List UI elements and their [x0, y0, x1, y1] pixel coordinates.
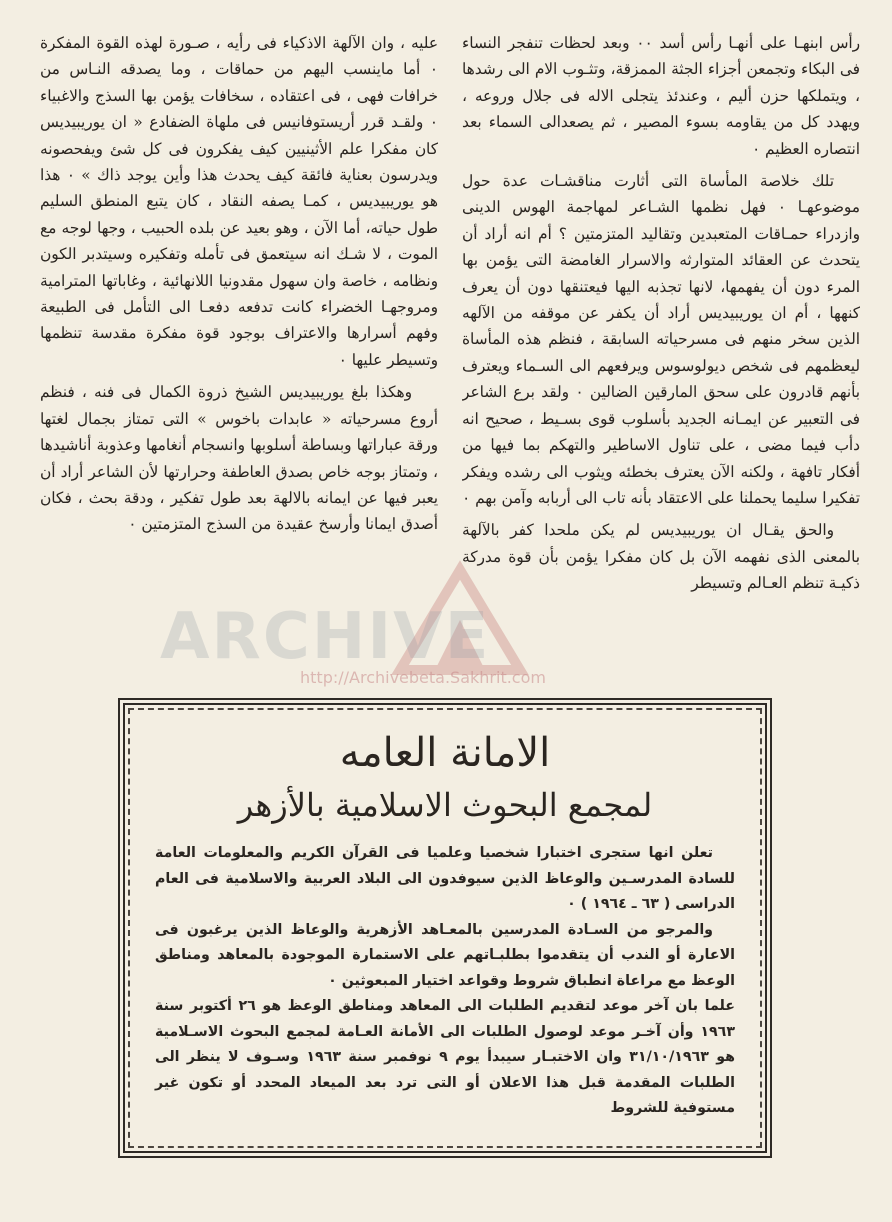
- watermark-text: ARCHIVE: [160, 600, 491, 674]
- announcement-paragraph: علما بان آخر موعد لتقديم الطلبات الى المعاهد ومناطق الوعظ هو ٢٦ أكتوبر سنة ١٩٦٣ وأن آخـر موعد لوصول الطلبات الى الأمانة العـامة لمجمع البحوث الاسـلامية هو ٣١/١٠/١٩٦٣ وان الاختبـار سيبدأ يوم ٩ نوفمبر سنة ١٩٦٣ وسـوف لا ينظر الى الطلبات المقدمة قبل هذا الاعلان أو التى ترد بعد الميعاد المحدد أو تكون غير مستوفية للشروط: [155, 998, 735, 1116]
- article-paragraph: وهكذا بلغ يوريبيديس الشيخ ذروة الكمال فى فنه ، فنظم أروع مسرحياته « عابدات باخوس » التى تمتاز بجمال لغتها ورقة عباراتها وبساطة أسلوبها وانسجام أنغامها وعذوبة أناشيدها ، وتمتاز بوجه خاص بصدق العاطفة وحرارتها لأن الشاعر أراد أن يعبر فيها عن ايمانه بالالهة بعد طول تفكير ، ودقة بحث ، فكان أصدق ايمانا وأرسخ عقيدة من السذج المتزمتين ٠: [40, 383, 438, 534]
- announcement-box: [118, 698, 772, 1158]
- article-paragraph: تلك خلاصة المأساة التى أثارت مناقشـات عدة حول موضوعهـا ٠ فهل نظمها الشـاعر لمهاجمة الهوس الدينى وازدراء حمـاقات المتعبدين وتقاليد المتزمتين ؟ أم انه أراد أن يتحدث عن العقائد المتوارثه والاسرار الغامضة التى يؤمن بها المرء دون أن يفهمها، لانها تجذبه اليها فيعتنقها دون أن يعرف كنهها ، أم ان يوريبيديس أراد أن يكفر عن موقفه من الآلهه الذين سخر منهم فى مسرحياته السابقة ، فنظم هذه المأساة ليعظمهم فى شخص ديولوسوس ويرفعهم الى السـماء ويعترف بأنهم قادرون على سحق المارقين الضالين ٠ ولقد برع الشاعر فى التعبير عن ايمـانه الجديد بأسلوب قوى بسـيط ، صحيح انه دأب فيما مضى ، على تناول الاساطير والتهكم بما فيها من أفكار تافهة ، ولكنه الآن يعترف بخطئه ويثوب الى رشده ويفكر تفكيرا سليما يحملنا على الاعتقاد بأنه تاب الى أربابه وآمن بهم ٠: [462, 172, 860, 507]
- article-paragraph: عليه ، وان الآلهة الاذكياء فى رأيه ، صـورة لهذه القوة المفكرة ٠ أما ماينسب اليهم من حماقات ، وما يصدقه النـاس من خرافات فهى ، فى اعتقاده ، سخافات يؤمن بها السذج والاغبياء ٠ ولقـد قرر أريستوفانيس فى ملهاة الضفادع « ان يوريبيديس كان مفكرا علم الأثينيين كيف يفكرون فى كل شئ ويفحصونه ويدرسون بعناية فائقة كيف يحدث هذا وأين يوجد ذاك » ٠ هذا هو يوريبيديس ، كمـا يصفه النقاد ، كان يتبع المنطق السليم طول حياته، أما الآن ، وهو بعيد عن بلده الحبيب ، وجها لوجه مع الموت ، لا شـك انه سيتعمق فى تأمله وتفكيره وسيتدبر الكون ونظامه ، خاصة وان سهول مقدونيا اللانهائية ، وغاباتها المترامية ومروجهـا الخضراء كانت تدفعه دفعـا الى التأمل فى الطبيعة وفهم أسرارها والاعتراف بوجود قوة مفكرة مقدسة تنظمها وتسيطر عليها ٠: [40, 34, 438, 369]
- announcement-body: [155, 841, 735, 1122]
- announcement-subtitle: لمجمع البحوث الاسلامية بالأزهر: [237, 786, 653, 824]
- announcement-paragraph: والمرجو من السـادة المدرسين بالمعـاهد الأزهرية والوعاظ الذين يرغبون فى الاعارة أو الندب أن يتقدموا بطلبـاتهم على الاستمارة الموجودة بالمعاهد ومناطق الوعظ مع مراعاة انطباق شروط وقواعد اختيار المبعوثين ٠: [155, 921, 735, 989]
- announcement-paragraph: تعلن انها ستجرى اختبارا شخصيا وعلميا فى القرآن الكريم والمعلومات العامة للسادة المدرسـين والوعاظ الذين سيوفدون الى البلاد العربية والاسلامية فى العام الدراسى ( ٦٣ ـ ١٩٦٤ ) ٠: [155, 845, 735, 912]
- article-paragraph: والحق يقـال ان يوريبيديس لم يكن ملحدا كفر بالآلهة بالمعنى الذى نفهمه الآن بل كان مفكرا يؤمن بأن قوة مدركة ذكيـة تنظم العـالم وتسيطر: [462, 521, 860, 593]
- article-right-column: [462, 30, 860, 695]
- announcement-title: الامانة العامه: [339, 730, 551, 776]
- article-left-column: [40, 30, 438, 695]
- article-columns: [40, 30, 860, 695]
- watermark-url: http://Archivebeta.Sakhrit.com: [300, 668, 546, 687]
- article-paragraph: رأس ابنهـا على أنهـا رأس أسد ٠٠ وبعد لحظات تنفجر النساء فى البكاء وتجمعن أجزاء الجثة الممزقة، وتثـوب الام الى رشدها ، ويتملكها حزن أليم ، وعندئذ يتجلى الاله فى جلال وروعه ، ويهدد كل من يقاومه بسوء المصير ، ثم يصعدالى السماء بعد انتصاره العظيم ٠: [462, 34, 860, 158]
